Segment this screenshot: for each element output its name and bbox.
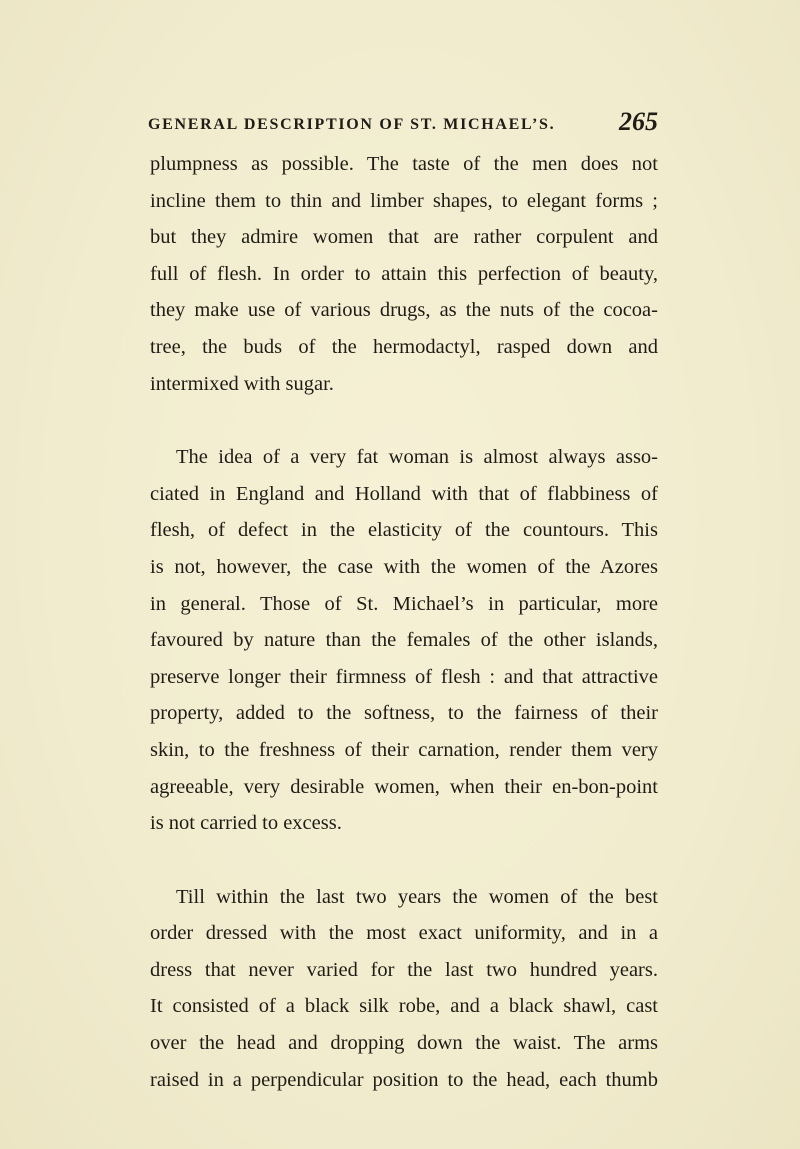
text-line: order dressed with the most exact uniformity, and in a [150,922,658,945]
paragraph-gap [150,402,658,439]
text-line: agreeable, very desirable women, when their en-bon-point [150,775,658,798]
body-text [150,146,658,1098]
text-line: in general. Those of St. Michael’s in particular, more [150,592,658,615]
text-line: The idea of a very fat woman is almost always asso- [176,446,658,469]
running-title: GENERAL DESCRIPTION OF ST. MICHAEL’S. [148,116,556,133]
text-line: dress that never varied for the last two hundred years. [150,958,658,981]
text-line: property, added to the softness, to the fairness of their [150,702,658,725]
paragraph-gap [150,842,658,879]
paragraph-1 [150,146,658,402]
text-line: over the head and dropping down the waist. The arms [150,1032,658,1055]
text-line: favoured by nature than the females of the other islands, [150,629,658,652]
text-line: flesh, of defect in the elasticity of the countours. This [150,519,658,542]
text-line: raised in a perpendicular position to the head, each thumb [150,1068,658,1091]
paragraph-3 [150,879,658,1099]
text-line: It consisted of a black silk robe, and a black shawl, cast [150,995,658,1018]
text-line: they make use of various drugs, as the nuts of the cocoa- [150,299,658,322]
text-line: full of flesh. In order to attain this perfection of beauty, [150,262,658,285]
text-line: is not carried to excess. [150,812,342,835]
text-line: but they admire women that are rather corpulent and [150,226,658,249]
paragraph-2 [150,439,658,842]
text-line: skin, to the freshness of their carnation, render them very [150,738,658,761]
text-line: is not, however, the case with the women of the Azores [150,555,658,578]
running-head [148,104,658,140]
page-number: 265 [619,107,658,136]
text-line: plumpness as possible. The taste of the men does not [150,153,658,175]
text-line: incline them to thin and limber shapes, to elegant forms ; [150,189,658,212]
text-line: Till within the last two years the women of the best [176,885,658,908]
text-line: ciated in England and Holland with that of flabbiness of [150,482,658,505]
text-line: tree, the buds of the hermodactyl, rasped down and [150,335,658,358]
text-line: intermixed with sugar. [150,372,334,395]
text-line: preserve longer their firmness of flesh : and that attractive [150,665,658,688]
